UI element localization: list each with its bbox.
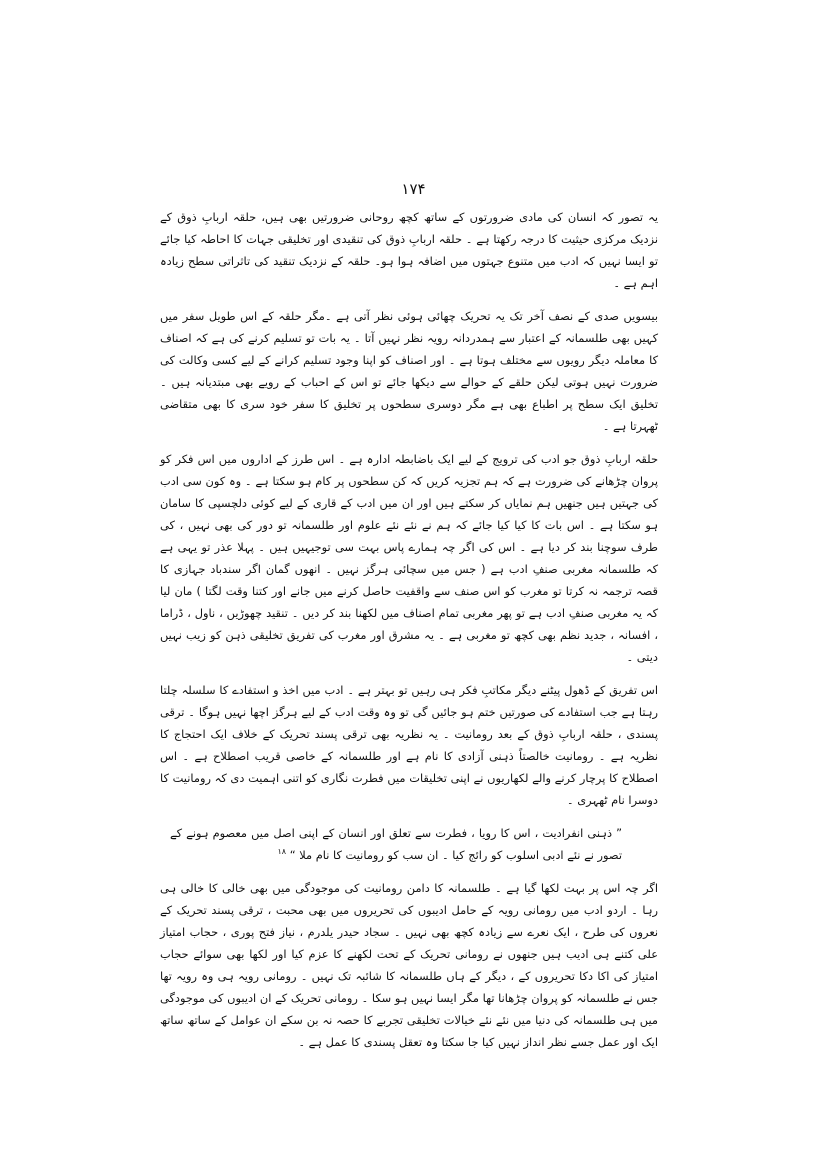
- paragraph-5: اگر چہ اس پر بہت لکھا گیا ہے ۔ طلسمانہ کا دامن رومانیت کی موجودگی میں بھی خالی کا خالی ہی رہا ۔ اردو ادب میں رومانی رویہ کے حامل ادیبوں کی تحریروں میں بھی محبت ، ترقی پسند تحریک کے نعروں کی طرح ، ایک نعرے سے زیادہ کچھ بھی نہیں ۔ سجاد حیدر یلدرم ، نیاز فتح پوری ، حجاب امتیاز علی کتنے ہی ادیب ہیں جنھوں نے رومانی تحریک کے تحت لکھنے کا عزم کیا اور لکھا بھی سوائے حجاب امتیاز کی اکا دکا تحریروں کے ، دیگر کے ہاں طلسمانہ کا شائبہ تک نہیں ۔ رومانی رویہ ہی وہ رویہ تھا جس نے طلسمانہ کو پروان چڑھانا تھا مگر ایسا نہیں ہو سکا ۔ رومانی تحریک کے ان ادیبوں کی موجودگی میں ہی طلسمانہ کی دنیا میں نئے نئے خیالات تخلیقی تجربے کا حصہ نہ بن سکے ان عوامل کے ساتھ ساتھ ایک اور عمل جسے نظر انداز نہیں کیا جا سکتا وہ تعقل پسندی کا عمل ہے ۔: [160, 881, 658, 1049]
- quote-text: ” ذہنی انفرادیت ، اس کا رویا ، فطرت سے تعلق اور انسان کے اپنی اصل میں معصوم ہونے کے تصور نے نئے ادبی اسلوب کو رائج کیا ۔ ان سب کو رومانیت کا نام ملا “: [170, 826, 622, 862]
- body-text: [160, 206, 658, 1064]
- footnote-reference: ۱۸: [277, 847, 287, 857]
- paragraph-4: اس تفریق کے ڈھول پیٹنے دیگر مکاتبِ فکر ہی رہیں تو بہتر ہے ۔ ادب میں اخذ و استفادے کا سلسلہ چلتا رہتا ہے جب استفادے کی صورتیں ختم ہو جائیں گی تو وہ وقت ادب کے لیے ہرگز اچھا نہیں ہوگا ۔ ترقی پسندی ، حلقہ اربابِ ذوق کے بعد رومانیت ۔ یہ نظریہ بھی ترقی پسند تحریک کے خلاف ایک احتجاج کا نظریہ ہے ۔ رومانیت خالصتاً ذہنی آزادی کا نام ہے اور طلسمانہ کے خاصی قریب اصطلاح ہے ۔ اس اصطلاح کا پرچار کرنے والے لکھاریوں نے اپنی تخلیقات میں فطرت نگاری کو اتنی اہمیت دی کہ رومانیت کا دوسرا نام ٹھہری ۔: [160, 683, 658, 807]
- page-number: ۱۷۴: [401, 180, 426, 198]
- paragraph-2: بیسویں صدی کے نصف آخر تک یہ تحریک چھائی ہوئی نظر آتی ہے ۔مگر حلقہ کے اس طویل سفر میں کہیں بھی طلسمانہ کے اعتبار سے ہمدردانہ رویہ نظر نہیں آتا ۔ یہ بات تو تسلیم کرنے کی ہے کہ اصناف کا معاملہ دیگر رویوں سے مختلف ہوتا ہے ۔ اور اصناف کو اپنا وجود تسلیم کرانے کے لیے کسی وکالت کی ضرورت نہیں ہوتی لیکن حلقے کے حوالے سے دیکھا جائے تو اس کے احباب کے رویے بھی مبتدیانہ ہیں ۔ تخلیق ایک سطح پر اطباع بھی ہے مگر دوسری سطحوں پر تخلیق کا سفر خود سری کا بھی متقاضی ٹھہرتا ہے ۔: [160, 309, 658, 433]
- block-quote: [170, 822, 622, 866]
- paragraph-3: حلقہ اربابِ ذوق جو ادب کی ترویج کے لیے ایک باضابطہ ادارہ ہے ۔ اس طرز کے اداروں میں اس فکر کو پروان چڑھانے کی ضرورت ہے کہ ہم تجزیہ کریں کہ کن سطحوں پر کام ہو سکتا ہے ۔ وہ کون سی ادب کی جہتیں ہیں جنھیں ہم نمایاں کر سکتے ہیں اور ان میں ادب کے قاری کے لیے کوئی دلچسپی کا سامان ہو سکتا ہے ۔ اس بات کا کیا کیا جائے کہ ہم نے نئے نئے علوم اور طلسمانہ تو دور کی بھی نہیں ، کی طرف سوچنا بند کر دیا ہے ۔ اس کی اگر چہ ہمارے پاس بہت سی توجیہیں ہیں ۔ پہلا عذر تو یہی ہے کہ طلسمانہ مغربی صنفِ ادب ہے ( جس میں سچائی ہرگز نہیں ۔ انھوں گمان اگر سندباد جہازی کا قصہ ترجمہ نہ کرتا تو مغرب کو اس صنف سے واقفیت حاصل کرنے میں جانے اور کتنا وقت لگتا ) مان لیا کہ یہ مغربی صنفِ ادب ہے تو پھر مغربی تمام اصناف میں لکھنا بند کر دیں ۔ تنقید چھوڑیں ، ناول ، ڈراما ، افسانہ ، جدید نظم بھی کچھ تو مغربی ہے ۔ یہ مشرق اور مغرب کی تفریق تخلیقی ذہن کو زیب نہیں دیتی ۔: [160, 452, 658, 664]
- paragraph-1: یہ تصور کہ انسان کی مادی ضرورتوں کے ساتھ کچھ روحانی ضرورتیں بھی ہیں، حلقہ اربابِ ذوق کے نزدیک مرکزی حیثیت کا درجہ رکھتا ہے ۔ حلقہ اربابِ ذوق کی تنقیدی اور تخلیقی جہات کا احاطہ کیا جائے تو ایسا نہیں کہ ادب میں متنوع جہتوں میں اضافہ ہوا ہو۔ حلقہ کے نزدیک تنقید کی تاثراتی سطح زیادہ اہم ہے ۔: [160, 210, 658, 290]
